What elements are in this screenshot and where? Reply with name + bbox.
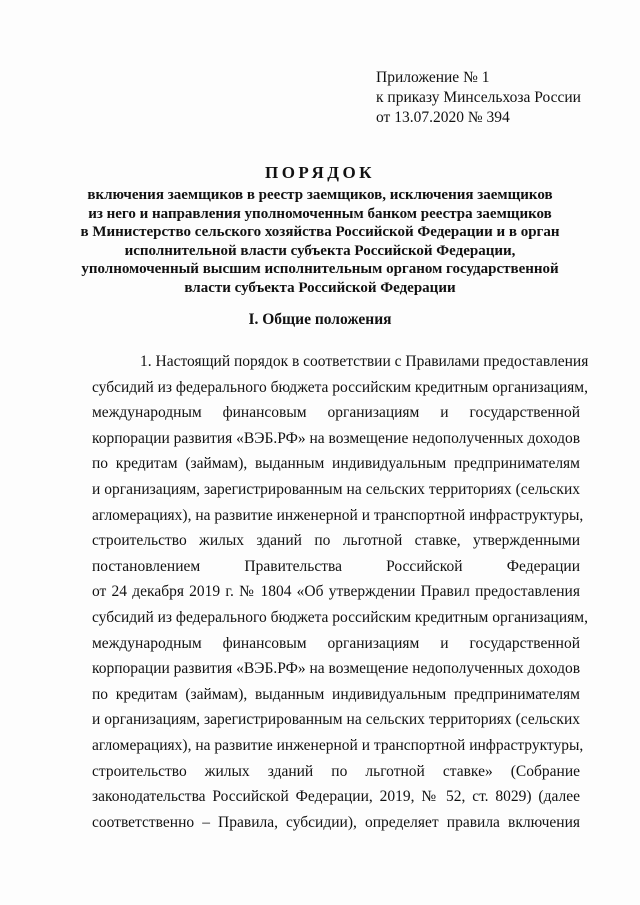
paragraph-line: международным финансовым организациям и государственной (92, 634, 580, 652)
paragraph-line: строительство жилых зданий по льготной ставке, утвержденными (92, 532, 580, 550)
paragraph-line: и организациям, зарегистрированным на сельских территориях (сельских (92, 480, 580, 498)
paragraph-line: строительство жилых зданий по льготной ставке» (Собрание (92, 762, 580, 780)
subtitle-line: власти субъекта Российской Федерации (184, 279, 456, 296)
appendix-header (376, 68, 581, 128)
appendix-order-date: от 13.07.2020 № 394 (376, 109, 510, 126)
paragraph-line: соответственно – Правила, субсидии), определяет правила включения (92, 813, 580, 831)
subtitle-line: включения заемщиков в реестр заемщиков, исключения заемщиков (87, 187, 553, 203)
paragraph-line: корпорации развития «ВЭБ.РФ» на возмещение недополученных доходов (92, 660, 581, 678)
paragraph-line: агломерациях), на развитие инженерной и транспортной инфраструктуры, (92, 506, 584, 524)
paragraph-line: субсидий из федерального бюджета российским кредитным организациям, (92, 608, 588, 626)
appendix-order-ref: к приказу Минсельхоза России (376, 89, 581, 106)
paragraph-line: по кредитам (займам), выданным индивидуальным предпринимателям (92, 455, 580, 473)
document-subtitle (0, 186, 640, 297)
paragraph-line: постановлением Правительства Российской Федерации (92, 557, 580, 575)
subtitle-line: исполнительной власти субъекта Российской Федерации, (124, 242, 516, 259)
paragraph-line: 1. Настоящий порядок в соответствии с Правилами предоставления (140, 353, 589, 370)
paragraph-line: корпорации развития «ВЭБ.РФ» на возмещение недополученных доходов (92, 429, 581, 447)
paragraph-1 (92, 349, 589, 835)
section-heading: I. Общие положения (248, 311, 392, 328)
subtitle-line: из него и направления уполномоченным банком реестра заемщиков (88, 205, 552, 222)
paragraph-line: по кредитам (займам), выданным индивидуальным предпринимателям (92, 685, 580, 703)
document-title: ПОРЯДОК (264, 163, 375, 182)
subtitle-line: в Министерство сельского хозяйства Российской Федерации и в орган (80, 224, 560, 240)
paragraph-line: законодательства Российской Федерации, 2019, № 52, ст. 8029) (далее (92, 788, 580, 806)
paragraph-line: и организациям, зарегистрированным на сельских территориях (сельских (92, 711, 580, 729)
paragraph-line: субсидий из федерального бюджета российским кредитным организациям, (92, 378, 588, 396)
subtitle-line: уполномоченный высшим исполнительным органом государственной (81, 261, 559, 277)
paragraph-line: от 24 декабря 2019 г. № 1804 «Об утверждении Правил предоставления (92, 583, 580, 601)
appendix-number: Приложение № 1 (376, 69, 490, 86)
paragraph-line: международным финансовым организациям и государственной (92, 404, 580, 422)
paragraph-line: агломерациях), на развитие инженерной и транспортной инфраструктуры, (92, 736, 584, 754)
